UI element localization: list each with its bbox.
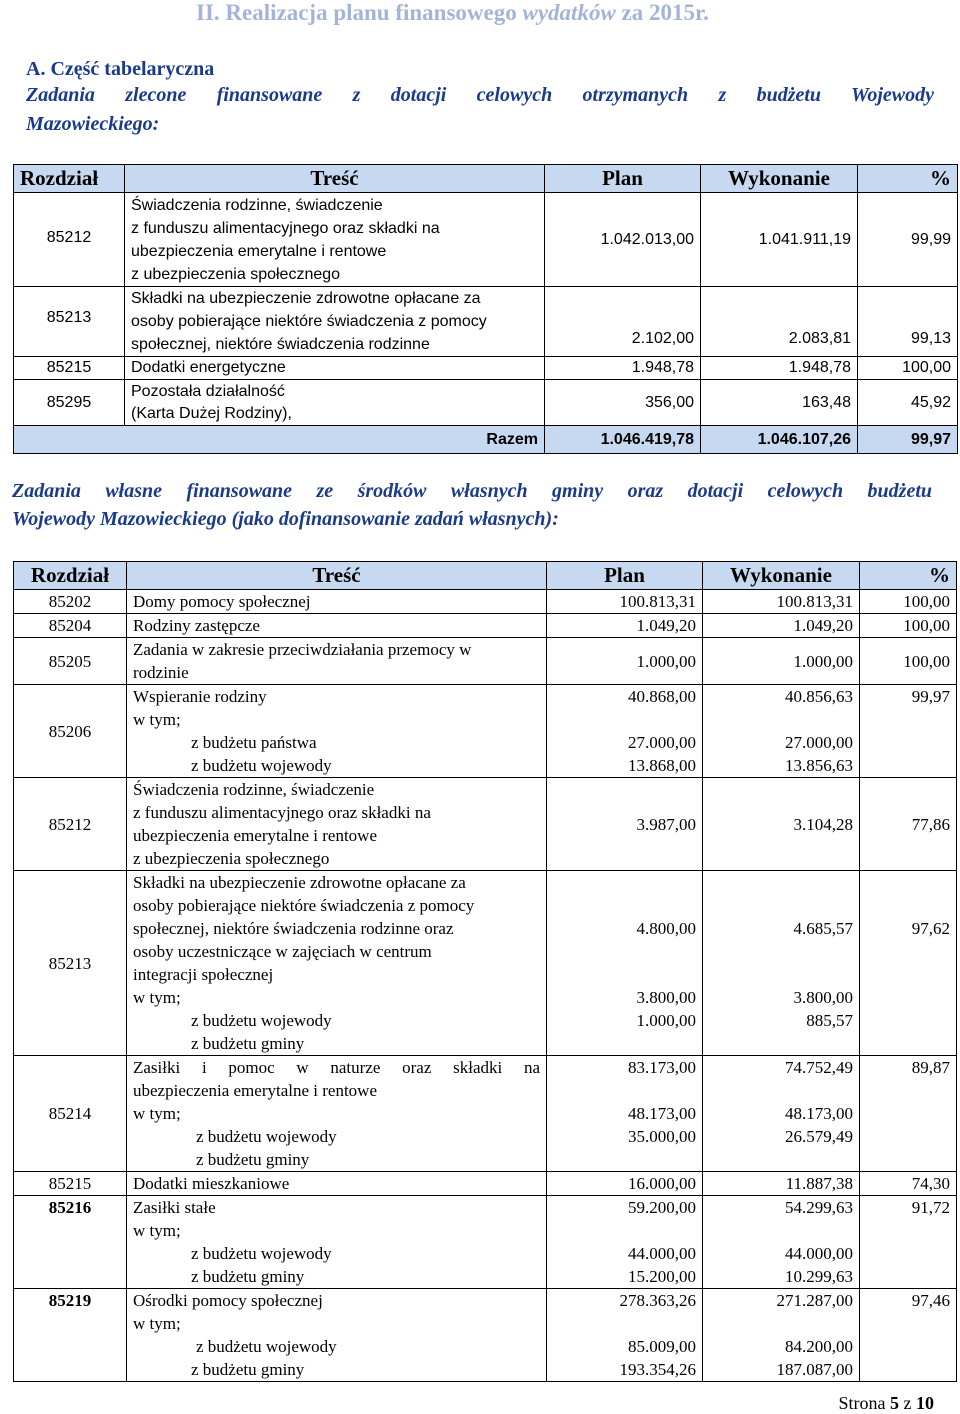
row-plan: 100.813,31 <box>547 590 703 614</box>
row-plan: 4.800,00 3.800,00 1.000,00 <box>547 871 703 1056</box>
row-execution: 4.685,57 3.800,00 885,57 <box>703 871 860 1056</box>
row-execution: 1.948,78 <box>701 357 858 380</box>
row-execution: 1.000,00 <box>703 638 860 685</box>
total-label: Razem <box>14 426 545 454</box>
row-content: Zasiłki stałe w tym; z budżetu wojewody z budżetu gminy <box>127 1196 547 1289</box>
row-percent: 100,00 <box>860 614 957 638</box>
row-code: 85295 <box>14 380 125 426</box>
table-row <box>14 778 957 871</box>
row-plan: 1.049,20 <box>547 614 703 638</box>
row-code: 85216 <box>14 1196 127 1289</box>
row-code: 85213 <box>14 287 125 357</box>
row-plan: 356,00 <box>545 380 701 426</box>
row-plan: 1.042.013,00 <box>545 193 701 287</box>
col-header-content: Treść <box>127 562 547 590</box>
row-content: Wspieranie rodziny w tym; z budżetu państwa z budżetu wojewody <box>127 685 547 778</box>
row-plan: 278.363,26 85.009,00 193.354,26 <box>547 1289 703 1382</box>
table-row <box>14 614 957 638</box>
row-code: 85213 <box>14 871 127 1056</box>
row-content: Ośrodki pomocy społecznej w tym; z budżetu wojewody z budżetu gminy <box>127 1289 547 1382</box>
row-plan: 1.948,78 <box>545 357 701 380</box>
row-percent: 100,00 <box>860 590 957 614</box>
table-row <box>14 590 957 614</box>
row-percent: 97,62 <box>860 871 957 1056</box>
page-title: II. Realizacja planu finansowego wydatków za 2015r. <box>196 0 709 25</box>
row-percent: 99,13 <box>858 287 958 357</box>
row-content: Zasiłki i pomoc w naturze oraz składki na ubezpieczenia emerytalne i rentowe w tym; z budżetu wojewody z budżetu gminy <box>127 1056 547 1172</box>
row-code: 85206 <box>14 685 127 778</box>
col-header-content: Treść <box>125 165 545 193</box>
row-content: Świadczenia rodzinne, świadczenie z funduszu alimentacyjnego oraz składki na ubezpieczenia emerytalne i rentowe z ubezpieczenia społecznego <box>127 778 547 871</box>
row-percent: 99,99 <box>858 193 958 287</box>
row-percent: 100,00 <box>860 638 957 685</box>
row-plan: 59.200,00 44.000,00 15.200,00 <box>547 1196 703 1289</box>
row-code: 85219 <box>14 1289 127 1382</box>
row-execution: 1.041.911,19 <box>701 193 858 287</box>
row-execution: 40.856,63 27.000,00 13.856,63 <box>703 685 860 778</box>
row-plan: 2.102,00 <box>545 287 701 357</box>
section-heading-own-tasks: Zadania własne finansowane ze środków własnych gminy oraz dotacji celowych budżetu <box>12 480 932 502</box>
row-code: 85215 <box>14 357 125 380</box>
row-content: Domy pomocy społecznej <box>127 590 547 614</box>
row-execution: 100.813,31 <box>703 590 860 614</box>
page-footer: Strona 5 z 10 <box>838 1393 934 1413</box>
table-row <box>14 638 957 685</box>
col-header-execution: Wykonanie <box>701 165 858 193</box>
row-code: 85215 <box>14 1172 127 1196</box>
row-code: 85214 <box>14 1056 127 1172</box>
table-row <box>14 871 957 1056</box>
row-code: 85212 <box>14 193 125 287</box>
table-row <box>14 193 958 287</box>
row-percent: 45,92 <box>858 380 958 426</box>
table-header-row <box>14 562 957 590</box>
row-content: Zadania w zakresie przeciwdziałania przemocy w rodzinie <box>127 638 547 685</box>
table-row <box>14 380 958 426</box>
row-execution: 1.049,20 <box>703 614 860 638</box>
total-percent: 99,97 <box>858 426 958 454</box>
row-plan: 3.987,00 <box>547 778 703 871</box>
section-heading: A. Część tabelaryczna <box>26 58 215 80</box>
table-row <box>14 1196 957 1289</box>
row-percent: 89,87 <box>860 1056 957 1172</box>
row-plan: 40.868,00 27.000,00 13.868,00 <box>547 685 703 778</box>
table-row <box>14 1172 957 1196</box>
row-execution: 74.752,49 48.173,00 26.579,49 <box>703 1056 860 1172</box>
row-code: 85212 <box>14 778 127 871</box>
row-content: Pozostała działalność (Karta Dużej Rodziny), <box>125 380 545 426</box>
intro-line-1: Zadania zlecone finansowane z dotacji celowych otrzymanych z budżetu Wojewody <box>26 84 934 106</box>
col-header-percent: % <box>858 165 958 193</box>
row-content: Rodziny zastępcze <box>127 614 547 638</box>
row-execution: 54.299,63 44.000,00 10.299,63 <box>703 1196 860 1289</box>
row-plan: 16.000,00 <box>547 1172 703 1196</box>
row-code: 85205 <box>14 638 127 685</box>
row-plan: 1.000,00 <box>547 638 703 685</box>
row-percent: 74,30 <box>860 1172 957 1196</box>
total-row <box>14 426 958 454</box>
table-row <box>14 1289 957 1382</box>
row-percent: 100,00 <box>858 357 958 380</box>
row-percent: 97,46 <box>860 1289 957 1382</box>
row-content: Składki na ubezpieczenie zdrowotne opłacane za osoby pobierające niektóre świadczenia z pomocy społecznej, niektóre świadczenia rodzinne oraz osoby uczestniczące w zajęciach w centrum integracji społecznej w tym; z budżetu wojewody z budżetu gminy <box>127 871 547 1056</box>
row-execution: 3.104,28 <box>703 778 860 871</box>
row-content: Dodatki mieszkaniowe <box>127 1172 547 1196</box>
col-header-section: Rozdział <box>14 165 125 193</box>
total-plan: 1.046.419,78 <box>545 426 701 454</box>
table-row <box>14 287 958 357</box>
col-header-plan: Plan <box>547 562 703 590</box>
col-header-percent: % <box>860 562 957 590</box>
section-heading-own-tasks-2: Wojewody Mazowieckiego (jako dofinansowanie zadań własnych): <box>12 508 559 530</box>
table-own-tasks <box>13 561 957 1382</box>
col-header-section: Rozdział <box>14 562 127 590</box>
col-header-plan: Plan <box>545 165 701 193</box>
row-content: Świadczenia rodzinne, świadczenie z funduszu alimentacyjnego oraz składki na ubezpieczenia emerytalne i rentowe z ubezpieczenia społecznego <box>125 193 545 287</box>
intro-line-2: Mazowieckiego: <box>26 113 160 135</box>
table-row <box>14 1056 957 1172</box>
row-percent: 99,97 <box>860 685 957 778</box>
table-row <box>14 685 957 778</box>
row-percent: 91,72 <box>860 1196 957 1289</box>
row-content: Dodatki energetyczne <box>125 357 545 380</box>
row-execution: 2.083,81 <box>701 287 858 357</box>
row-plan: 83.173,00 48.173,00 35.000,00 <box>547 1056 703 1172</box>
table-header-row <box>14 165 958 193</box>
col-header-execution: Wykonanie <box>703 562 860 590</box>
table-row <box>14 357 958 380</box>
row-code: 85202 <box>14 590 127 614</box>
row-execution: 163,48 <box>701 380 858 426</box>
table-commissioned-tasks <box>13 164 958 454</box>
row-content: Składki na ubezpieczenie zdrowotne opłacane za osoby pobierające niektóre świadczenia z pomocy społecznej, niektóre świadczenia rodzinne <box>125 287 545 357</box>
row-execution: 271.287,00 84.200,00 187.087,00 <box>703 1289 860 1382</box>
row-execution: 11.887,38 <box>703 1172 860 1196</box>
row-percent: 77,86 <box>860 778 957 871</box>
row-code: 85204 <box>14 614 127 638</box>
total-execution: 1.046.107,26 <box>701 426 858 454</box>
